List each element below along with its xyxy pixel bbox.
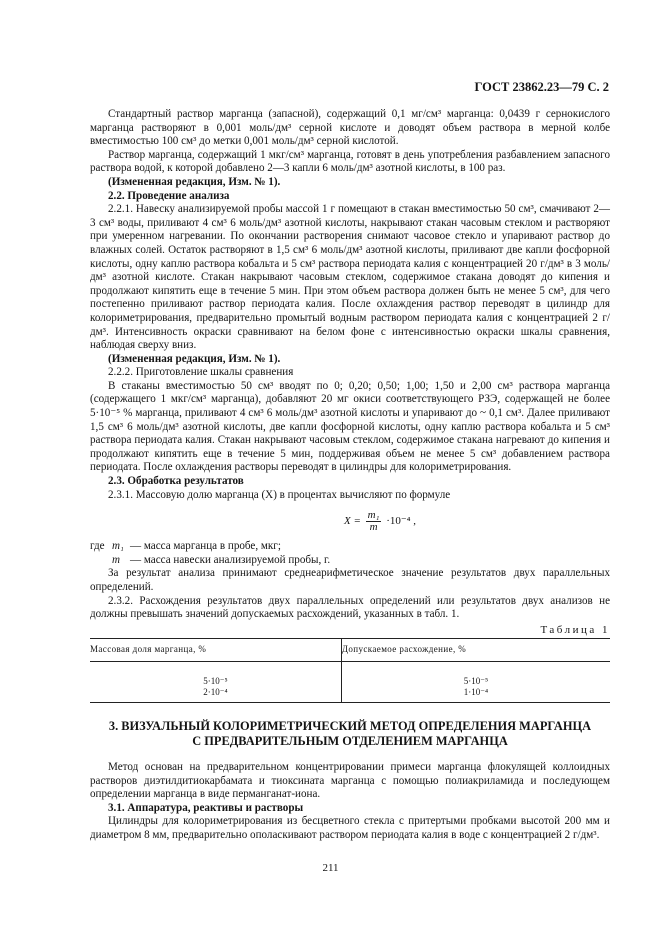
paragraph-2-2-2-title: 2.2.2. Приготовление шкалы сравнения [108, 366, 294, 379]
legend-indent [90, 554, 112, 568]
formula-legend [90, 540, 610, 567]
formula-lhs: X = [344, 515, 361, 528]
legend-text: — масса навески анализируемой пробы, г. [130, 553, 331, 566]
section-heading-line: 3. ВИЗУАЛЬНЫЙ КОЛОРИМЕТРИЧЕСКИЙ МЕТОД ОПРЕДЕЛЕНИЯ МАРГАНЦА [108, 718, 592, 733]
section-title-2-2: 2.2. Проведение анализа [108, 189, 230, 202]
section-title-2-3: 2.3. Обработка результатов [108, 475, 244, 488]
running-header: ГОСТ 23862.23—79 С. 2 [474, 80, 609, 94]
table-cell: 5·10⁻⁵ [90, 661, 341, 687]
legend-row [90, 554, 610, 568]
table-caption: Таблица 1 [540, 623, 610, 636]
where-label: где [90, 540, 105, 553]
paragraph-result: За результат анализа принимают среднеарифметическое значение результатов двух параллельных определений. [90, 567, 610, 593]
page-body [90, 108, 610, 843]
edit-note: (Измененная редакция, Изм. № 1). [108, 175, 281, 188]
paragraph-2-2-1: 2.2.1. Навеску анализируемой пробы массой 1 г помещают в стакан вместимостью 50 см³, смачивают 2—3 см³ воды, приливают 4 см³ 6 моль/дм³ азотной кислоты, накрывают стакан часовым стеклом и растворяют при умеренном нагревании. По окончании растворения снимают часовое стекло и упаривают раствор до влажных солей. Остаток растворяют в 1,5 см³ 6 моль/дм³ азотной кислоты, приливают две капли фосфорной кислоты, одну каплю раствора кобальта и 5 см³ раствора периодата калия с концентрацией 20 г/дм³ в 3 моль/дм³ азотной кислоте. Стакан накрывают часовым стеклом, содержимое стакана доводят до кипения и продолжают кипятить еще в течение 5 мин. При этом объем раствора должен быть не менее 5 см³, для чего постепенно приливают раствор периодата калия. После охлаждения раствор переводят в цилиндр для колориметрирования, предварительно промытый водным раствором периодата калия с концентрацией 2 г/дм³. Интенсивность окраски сравнивают на белом фоне с интенсивностью окраски шкалы сравнения, наблюдая сверху вниз. [90, 203, 610, 352]
tolerance-table [90, 638, 610, 703]
paragraph-3-1: Цилиндры для колориметрирования из бесцветного стекла с притертыми пробками высотой 200 мм и диаметром 8 мм, предварительно ополаскивают раствором периодата калия в воде с концентрацией 2 г/дм³. [90, 815, 610, 841]
formula [150, 510, 610, 534]
formula-rhs: ·10⁻⁴ , [386, 515, 416, 528]
legend-symbol: m₁ [112, 540, 124, 553]
table-cell: 1·10⁻⁴ [341, 687, 610, 703]
table-header-cell: Массовая доля марганца, % [90, 639, 341, 662]
paragraph-2-3-1: 2.3.1. Массовую долю марганца (X) в процентах вычисляют по формуле [108, 488, 451, 501]
page-number: 211 [322, 862, 339, 874]
table-cell: 2·10⁻⁴ [90, 687, 341, 703]
table-cell: 5·10⁻⁵ [463, 675, 489, 686]
section-heading-3 [90, 719, 610, 749]
paragraph-method-intro: Метод основан на предварительном концентрировании примеси марганца флокулящей коллоидных растворов диэтилдитиокарбамата и тиоксината марганца с помощью полиакриламида и последующем определении марганца в виде перманганат-иона. [90, 760, 610, 801]
legend-row [90, 540, 610, 554]
paragraph-working-solution: Раствор марганца, содержащий 1 мкг/см³ марганца, готовят в день употребления разбавлением запасного раствора водой, к которой добавлено 2—3 капли 6 моль/дм³ азотной кислоты, в 100 раз. [90, 148, 610, 175]
table-header-row [90, 639, 610, 662]
table-header-cell: Допускаемое расхождение, % [341, 639, 610, 662]
legend-symbol: m [112, 553, 121, 566]
table-row [90, 661, 610, 687]
formula-denominator: m [369, 521, 378, 534]
section-heading-line: С ПРЕДВАРИТЕЛЬНЫМ ОТДЕЛЕНИЕМ МАРГАНЦА [192, 733, 508, 748]
legend-text: — масса марганца в пробе, мкг; [130, 540, 281, 553]
formula-numerator: m₁ [367, 509, 380, 522]
paragraph-standard-solution: Стандартный раствор марганца (запасной), содержащий 0,1 мг/см³ марганца: 0,0439 г сернокислого марганца растворяют в 0,001 моль/дм³ серной кислоте и доводят объем раствора в мерной колбе вместимостью 100 см³ до метки 0,001 моль/дм³ серной кислотой. [90, 108, 610, 148]
paragraph-2-2-2-body: В стаканы вместимостью 50 см³ вводят по 0; 0,20; 0,50; 1,00; 1,50 и 2,00 см³ раствора марганца (содержащего 1 мкг/см³ марганца), добавляют 20 мг окиси соответствующего РЗЭ, содержащей не более 5·10⁻⁵ % марганца, приливают 4 см³ 6 моль/дм³ азотной кислоты и упаривают до ~ 0,1 см³. Далее приливают 1,5 см³ 6 моль/дм³ азотной кислоты, две капли фосфорной кислоты, одну каплю раствора кобальта и 5 см³ раствора периодата калия. Стакан накрывают часовым стеклом, содержимое стакана нагревают до кипения и продолжают кипятить еще в течение 5 мин, поддерживая объем не менее 5 см³ добавлением раствора периодата. После охлаждения растворы переводят в цилиндры для колориметрирования. [90, 379, 610, 474]
paragraph-2-3-2: 2.3.2. Расхождения результатов двух параллельных определений или результатов двух анализов не должны превышать значений допускаемых расхождений, указанных в табл. 1. [90, 594, 610, 621]
edit-note: (Измененная редакция, Изм. № 1). [108, 352, 281, 365]
table-row [90, 687, 610, 703]
formula-fraction [366, 510, 382, 533]
section-title-3-1: 3.1. Аппаратура, реактивы и растворы [108, 801, 304, 814]
